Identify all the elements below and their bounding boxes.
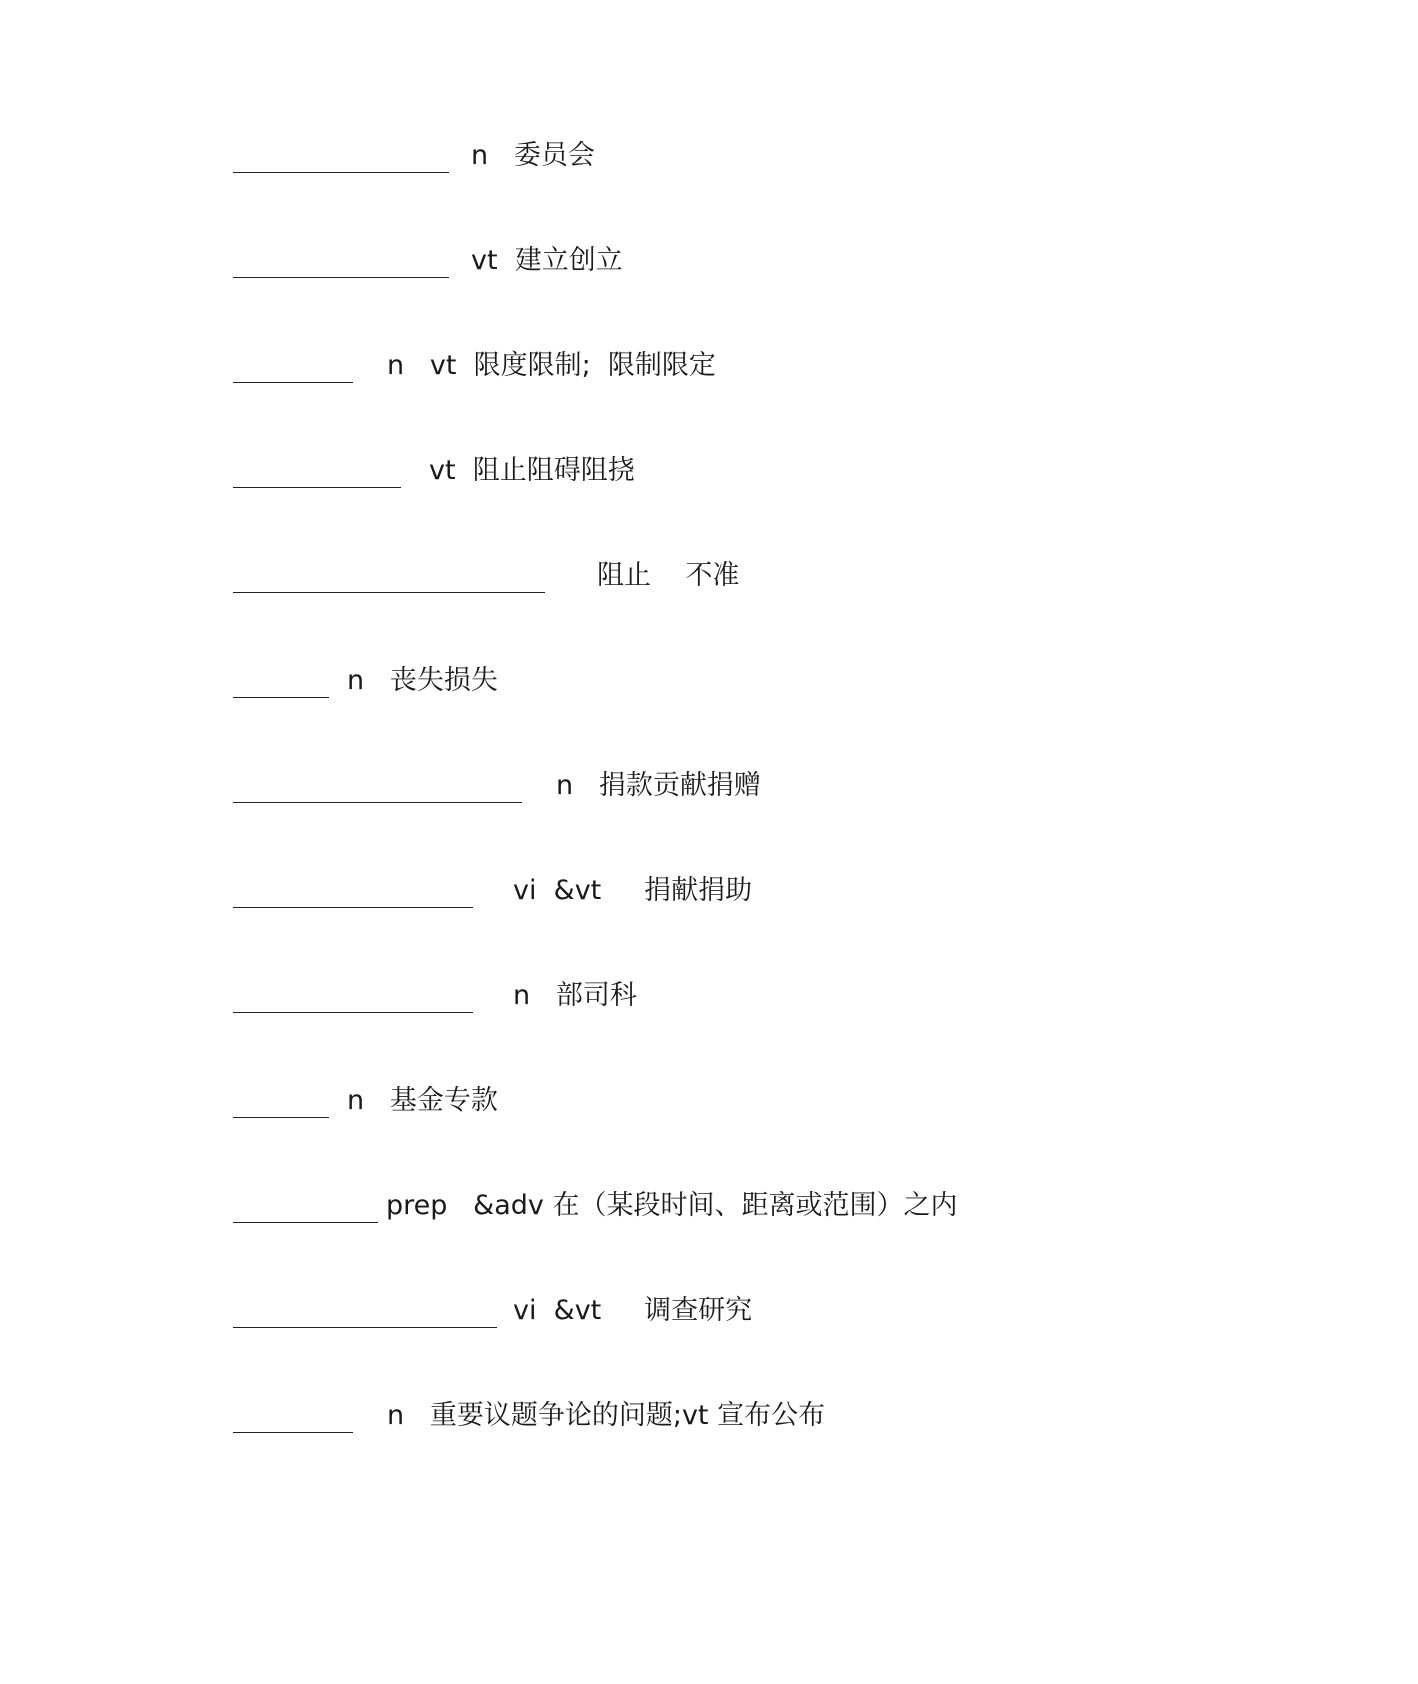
answer-blank[interactable] [233,667,329,698]
vocab-item [233,556,739,596]
vocab-item [233,241,623,281]
definition-text: vt 阻止阻碍阻挠 [429,455,635,486]
answer-blank[interactable] [233,1192,378,1223]
answer-blank[interactable] [233,877,473,908]
definition-text: vi &vt 调查研究 [513,1295,753,1326]
definition-text: n vt 限度限制; 限制限定 [387,350,716,381]
answer-blank[interactable] [233,247,449,278]
answer-blank[interactable] [233,1297,497,1328]
definition-text: vt 建立创立 [471,245,623,276]
vocab-item [233,1186,957,1226]
vocab-item [233,1081,498,1121]
answer-blank[interactable] [233,1087,329,1118]
answer-blank[interactable] [233,1402,353,1433]
definition-text: vi &vt 捐献捐助 [513,875,753,906]
answer-blank[interactable] [233,772,522,803]
vocab-item [233,451,635,491]
vocab-item [233,661,498,701]
answer-blank[interactable] [233,562,545,593]
vocab-item [233,1291,752,1331]
definition-text: n 捐款贡献捐赠 [556,770,761,801]
vocab-item [233,136,595,176]
definition-text: n 丧失损失 [347,665,498,696]
vocab-item [233,1396,825,1436]
definition-text: n 委员会 [471,140,595,171]
answer-blank[interactable] [233,142,449,173]
answer-blank[interactable] [233,457,401,488]
vocab-item [233,976,637,1016]
definition-text: n 基金专款 [347,1085,498,1116]
answer-blank[interactable] [233,982,473,1013]
definition-text: n 部司科 [513,980,637,1011]
definition-text: 阻止 不准 [597,560,740,591]
answer-blank[interactable] [233,352,353,383]
definition-text: prep &adv 在（某段时间、距离或范围）之内 [386,1190,958,1221]
definition-text: n 重要议题争论的问题;vt 宣布公布 [387,1400,826,1431]
vocab-item [233,871,752,911]
vocab-item [233,346,716,386]
vocab-item [233,766,761,806]
